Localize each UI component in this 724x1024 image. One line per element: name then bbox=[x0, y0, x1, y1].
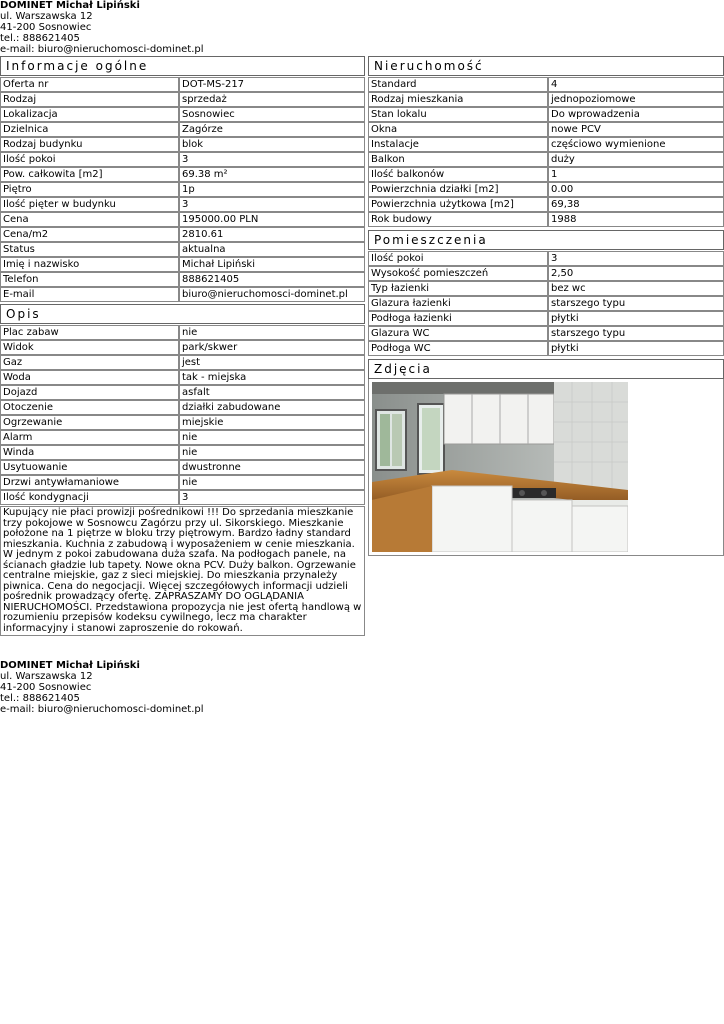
opis-section bbox=[0, 304, 365, 636]
field-value: 2810.61 bbox=[179, 227, 365, 242]
field-label: Rok budowy bbox=[368, 212, 548, 227]
opis-section-title: Opis bbox=[0, 304, 365, 324]
field-label: Telefon bbox=[0, 272, 179, 287]
field-value: 3 bbox=[548, 251, 724, 266]
agency-email: e-mail: biuro@nieruchomosci-dominet.pl bbox=[0, 44, 204, 55]
field-label: Imię i nazwisko bbox=[0, 257, 179, 272]
table-row bbox=[0, 152, 365, 167]
field-label: Balkon bbox=[368, 152, 548, 167]
property-section bbox=[368, 56, 724, 227]
agency-city: 41-200 Sosnowiec bbox=[0, 22, 92, 33]
field-label: Stan lokalu bbox=[368, 107, 548, 122]
field-label: Standard bbox=[368, 77, 548, 92]
table-row bbox=[0, 415, 365, 430]
field-label: Rodzaj bbox=[0, 92, 179, 107]
table-row bbox=[368, 197, 724, 212]
field-value: tak - miejska bbox=[179, 370, 365, 385]
field-label: Ilość kondygnacji bbox=[0, 490, 179, 505]
table-row bbox=[368, 122, 724, 137]
field-value: duży bbox=[548, 152, 724, 167]
field-label: Rodzaj budynku bbox=[0, 137, 179, 152]
table-row bbox=[0, 182, 365, 197]
field-label: Ilość pokoi bbox=[368, 251, 548, 266]
table-row bbox=[0, 197, 365, 212]
rooms-section-title: Pomieszczenia bbox=[368, 230, 724, 250]
table-row bbox=[0, 490, 365, 505]
right-column bbox=[368, 56, 724, 556]
table-row bbox=[368, 326, 724, 341]
field-value: Sosnowiec bbox=[179, 107, 365, 122]
table-row bbox=[0, 137, 365, 152]
table-row bbox=[368, 107, 724, 122]
field-value: nie bbox=[179, 475, 365, 490]
field-label: Gaz bbox=[0, 355, 179, 370]
field-label: Ilość balkonów bbox=[368, 167, 548, 182]
field-label: Powierzchnia działki [m2] bbox=[368, 182, 548, 197]
offer-description: Kupujący nie płaci prowizji pośrednikowi !!! Do sprzedania mieszkanie trzy pokojowe w Sosnowcu Zagórzu przy ul. Sikorskiego. Mieszkanie położone na 1 piętrze w bloku trzy piętrowym. Bardzo ładny standard mieszkania. Kuchnia z zabudową i wyposażeniem w cenie mieszkania. W jednym z pokoi zabudowana duża szafa. Na podłogach panele, na ścianach gładzie lub tapety. Nowe okna PCV. Duży balkon. Ogrzewanie centralne miejskie, gaz z sieci miejskiej. Do mieszkania przynależy piwnica. Cena do negocjacji. Więcej szczegółowych informacji udzieli pośrednik prowadzący ofertę. ZAPRASZAMY DO OGLĄDANIA NIERUCHOMOŚCI. Przedstawiona propozycja nie jest ofertą handlową w rozumieniu przepisów kodeksu cywilnego, lecz ma charakter informacyjny i stanowi zaproszenie do rokowań. bbox=[0, 506, 365, 636]
table-row bbox=[0, 227, 365, 242]
table-row bbox=[368, 182, 724, 197]
field-label: Piętro bbox=[0, 182, 179, 197]
table-row bbox=[0, 122, 365, 137]
footer-phone: tel.: 888621405 bbox=[0, 693, 80, 704]
field-label: Podłoga łazienki bbox=[368, 311, 548, 326]
field-label: Dojazd bbox=[0, 385, 179, 400]
table-row bbox=[0, 475, 365, 490]
field-value: 69.38 m² bbox=[179, 167, 365, 182]
agency-phone: tel.: 888621405 bbox=[0, 33, 80, 44]
field-label: Wysokość pomieszczeń bbox=[368, 266, 548, 281]
field-label: Cena/m2 bbox=[0, 227, 179, 242]
table-row bbox=[0, 77, 365, 92]
table-row bbox=[0, 400, 365, 415]
field-label: Drzwi antywłamaniowe bbox=[0, 475, 179, 490]
field-label: Widok bbox=[0, 340, 179, 355]
field-value: nie bbox=[179, 445, 365, 460]
field-label: Alarm bbox=[0, 430, 179, 445]
field-label: Plac zabaw bbox=[0, 325, 179, 340]
field-label: Winda bbox=[0, 445, 179, 460]
field-value: Zagórze bbox=[179, 122, 365, 137]
field-value: asfalt bbox=[179, 385, 365, 400]
table-row bbox=[368, 281, 724, 296]
table-row bbox=[0, 385, 365, 400]
field-value: 2,50 bbox=[548, 266, 724, 281]
field-value: sprzedaż bbox=[179, 92, 365, 107]
field-value: 69,38 bbox=[548, 197, 724, 212]
field-value: nie bbox=[179, 325, 365, 340]
table-row bbox=[0, 325, 365, 340]
field-value: bez wc bbox=[548, 281, 724, 296]
rooms-section bbox=[368, 230, 724, 356]
field-label: Oferta nr bbox=[0, 77, 179, 92]
table-row bbox=[0, 257, 365, 272]
field-value: 3 bbox=[179, 152, 365, 167]
field-value: blok bbox=[179, 137, 365, 152]
field-label: Woda bbox=[0, 370, 179, 385]
field-label: Dzielnica bbox=[0, 122, 179, 137]
field-label: Okna bbox=[368, 122, 548, 137]
field-value: 195000.00 PLN bbox=[179, 212, 365, 227]
field-label: Ogrzewanie bbox=[0, 415, 179, 430]
table-row bbox=[368, 311, 724, 326]
footer-agency-name: DOMINET Michał Lipiński bbox=[0, 660, 140, 671]
footer-city: 41-200 Sosnowiec bbox=[0, 682, 92, 693]
field-value: 0.00 bbox=[548, 182, 724, 197]
field-label: Ilość pięter w budynku bbox=[0, 197, 179, 212]
kitchen-photo[interactable] bbox=[372, 382, 628, 552]
field-value: DOT-MS-217 bbox=[179, 77, 365, 92]
table-row bbox=[0, 340, 365, 355]
rooms-table bbox=[368, 251, 724, 356]
field-value: płytki bbox=[548, 341, 724, 356]
table-row bbox=[0, 460, 365, 475]
field-value: starszego typu bbox=[548, 326, 724, 341]
field-value: 4 bbox=[548, 77, 724, 92]
table-row bbox=[368, 296, 724, 311]
agency-street: ul. Warszawska 12 bbox=[0, 11, 93, 22]
field-label: Otoczenie bbox=[0, 400, 179, 415]
field-value: 3 bbox=[179, 197, 365, 212]
table-row bbox=[0, 212, 365, 227]
field-value: starszego typu bbox=[548, 296, 724, 311]
left-column bbox=[0, 56, 365, 636]
field-value: 888621405 bbox=[179, 272, 365, 287]
field-label: Glazura WC bbox=[368, 326, 548, 341]
field-value: Do wprowadzenia bbox=[548, 107, 724, 122]
table-row bbox=[368, 77, 724, 92]
table-row bbox=[0, 107, 365, 122]
field-label: Ilość pokoi bbox=[0, 152, 179, 167]
general-section-title: Informacje ogólne bbox=[0, 56, 365, 76]
field-value: miejskie bbox=[179, 415, 365, 430]
table-row bbox=[0, 242, 365, 257]
property-section-title: Nieruchomość bbox=[368, 56, 724, 76]
field-label: Glazura łazienki bbox=[368, 296, 548, 311]
field-label: Typ łazienki bbox=[368, 281, 548, 296]
field-value: nie bbox=[179, 430, 365, 445]
opis-table bbox=[0, 325, 365, 505]
table-row bbox=[0, 287, 365, 302]
general-table bbox=[0, 77, 365, 302]
table-row bbox=[368, 212, 724, 227]
field-label: Lokalizacja bbox=[0, 107, 179, 122]
table-row bbox=[368, 137, 724, 152]
footer-street: ul. Warszawska 12 bbox=[0, 671, 93, 682]
field-value: działki zabudowane bbox=[179, 400, 365, 415]
general-section bbox=[0, 56, 365, 302]
table-row bbox=[0, 92, 365, 107]
field-value: 1p bbox=[179, 182, 365, 197]
field-label: Powierzchnia użytkowa [m2] bbox=[368, 197, 548, 212]
table-row bbox=[368, 266, 724, 281]
agency-name: DOMINET Michał Lipiński bbox=[0, 0, 140, 11]
field-label: Usytuowanie bbox=[0, 460, 179, 475]
property-table bbox=[368, 77, 724, 227]
field-label: E-mail bbox=[0, 287, 179, 302]
agency-footer bbox=[0, 660, 204, 715]
table-row bbox=[368, 251, 724, 266]
field-value: 3 bbox=[179, 490, 365, 505]
field-value: Michał Lipiński bbox=[179, 257, 365, 272]
table-row bbox=[0, 272, 365, 287]
field-value: aktualna bbox=[179, 242, 365, 257]
photo-frame bbox=[368, 379, 724, 556]
field-label: Podłoga WC bbox=[368, 341, 548, 356]
field-value: 1 bbox=[548, 167, 724, 182]
field-label: Rodzaj mieszkania bbox=[368, 92, 548, 107]
photos-section-title: Zdjęcia bbox=[368, 359, 724, 379]
field-label: Status bbox=[0, 242, 179, 257]
field-value: nowe PCV bbox=[548, 122, 724, 137]
field-value: jest bbox=[179, 355, 365, 370]
table-row bbox=[0, 167, 365, 182]
table-row bbox=[368, 152, 724, 167]
field-value: jednopoziomowe bbox=[548, 92, 724, 107]
table-row bbox=[368, 341, 724, 356]
field-value: dwustronne bbox=[179, 460, 365, 475]
field-label: Cena bbox=[0, 212, 179, 227]
field-value: płytki bbox=[548, 311, 724, 326]
footer-email: e-mail: biuro@nieruchomosci-dominet.pl bbox=[0, 704, 204, 715]
table-row bbox=[368, 92, 724, 107]
table-row bbox=[0, 355, 365, 370]
field-label: Pow. całkowita [m2] bbox=[0, 167, 179, 182]
table-row bbox=[368, 167, 724, 182]
table-row bbox=[0, 370, 365, 385]
field-value: park/skwer bbox=[179, 340, 365, 355]
table-row bbox=[0, 430, 365, 445]
table-row bbox=[0, 445, 365, 460]
photos-section bbox=[368, 359, 724, 556]
field-value: biuro@nieruchomosci-dominet.pl bbox=[179, 287, 365, 302]
field-label: Instalacje bbox=[368, 137, 548, 152]
field-value: częściowo wymienione bbox=[548, 137, 724, 152]
agency-header bbox=[0, 0, 204, 55]
field-value: 1988 bbox=[548, 212, 724, 227]
